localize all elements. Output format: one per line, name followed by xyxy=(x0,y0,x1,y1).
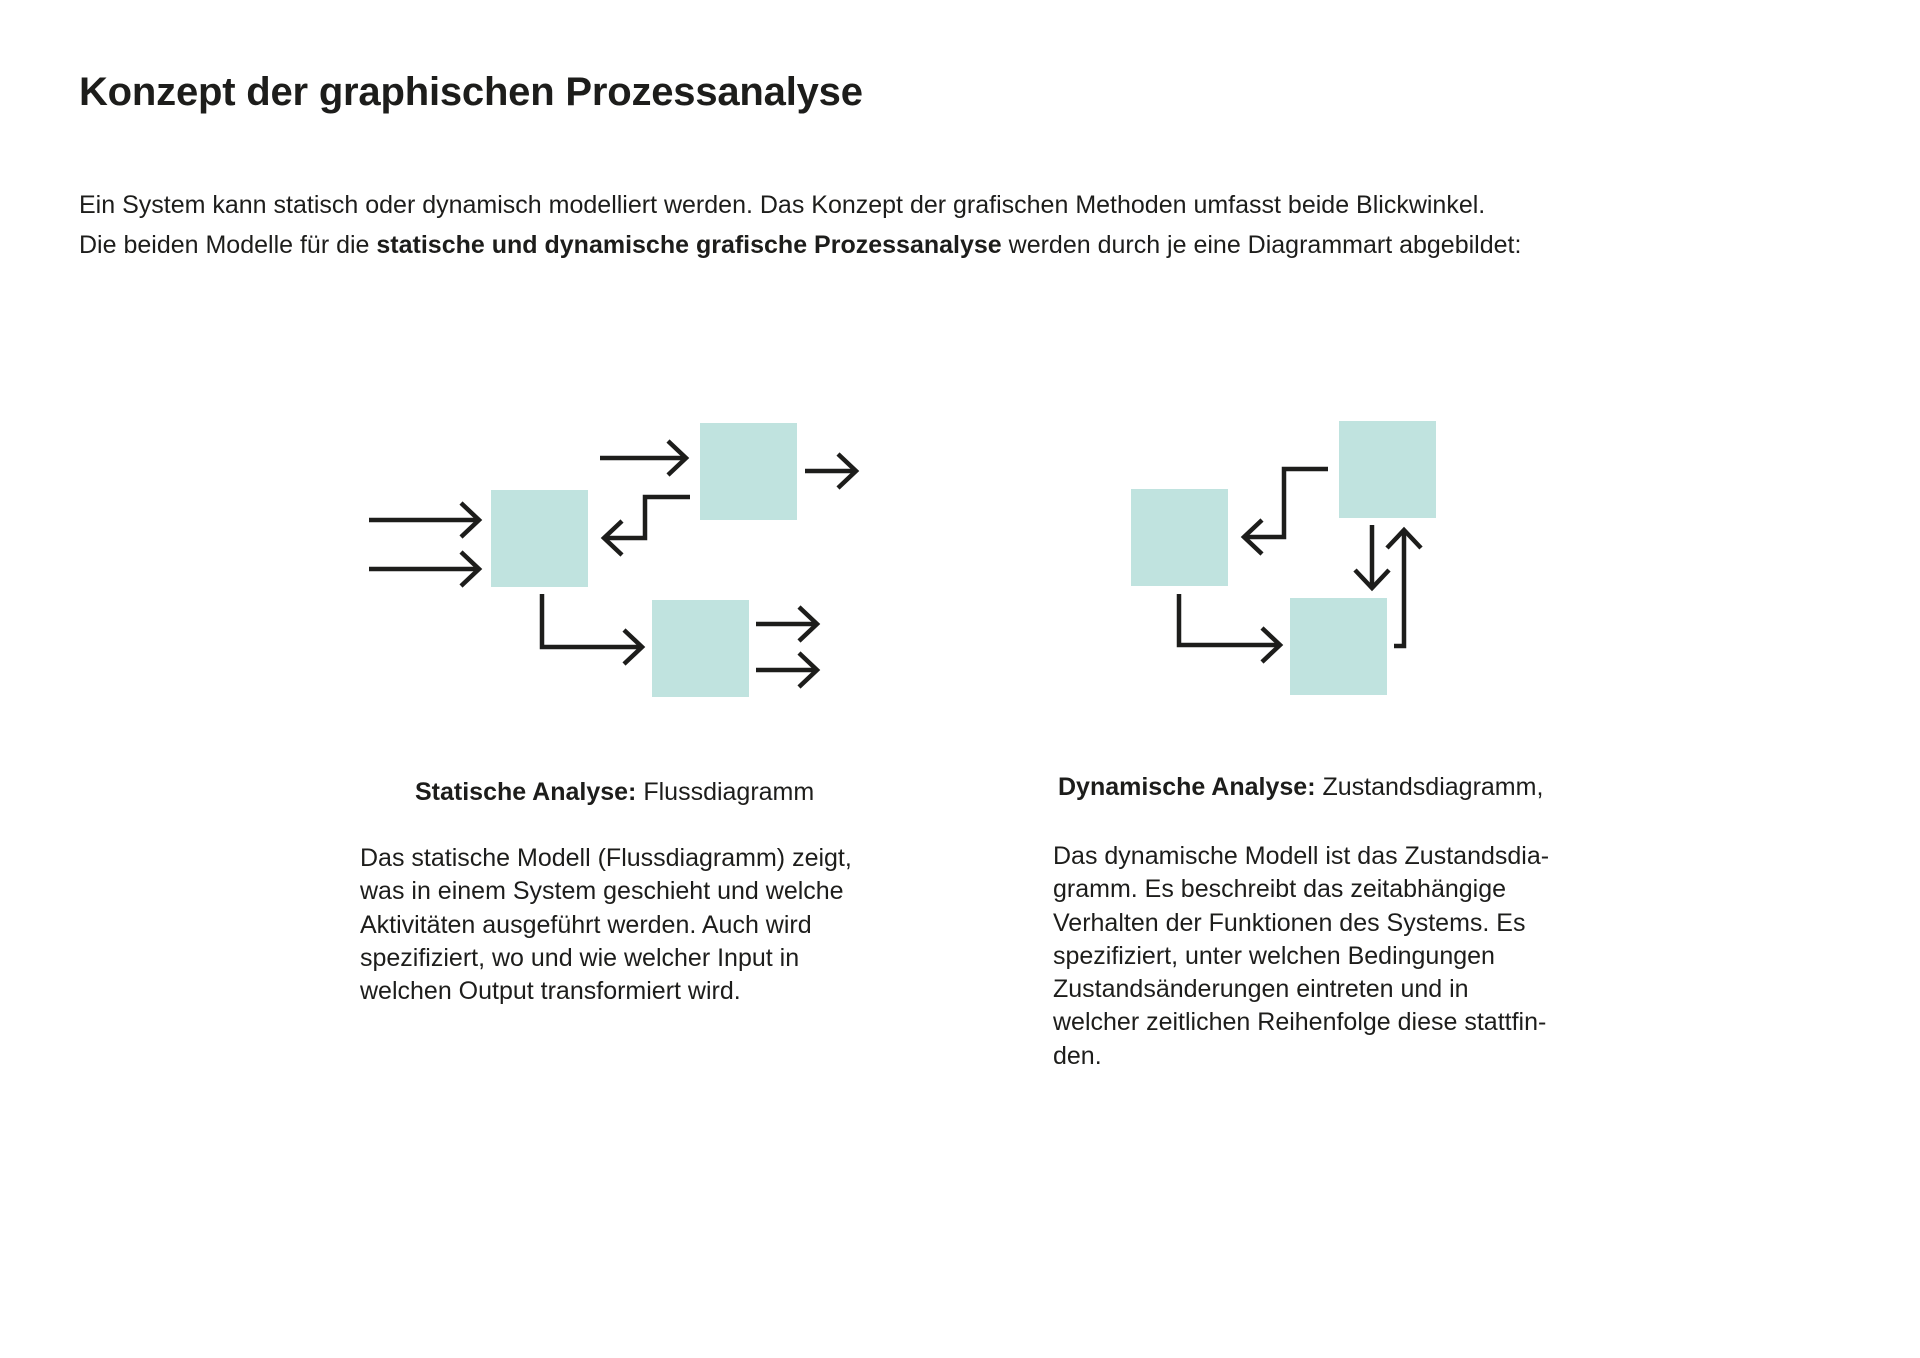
state-transition-top-to-bottom xyxy=(1355,525,1389,588)
state-transition-left-to-bottom xyxy=(1179,594,1280,662)
flow-arrow-to-bottom-box xyxy=(542,594,642,664)
dynamic-description-line: Das dynamische Modell ist das Zustandsdia- xyxy=(1053,842,1550,870)
flow-arrow-to-top-box xyxy=(600,441,686,475)
state-box-left xyxy=(1131,489,1228,586)
flow-box-left xyxy=(491,490,588,587)
flow-output-arrow-2 xyxy=(756,653,817,687)
flow-input-arrow-2 xyxy=(369,552,479,586)
static-description-line: welchen Output transformiert wird. xyxy=(360,977,741,1006)
state-transition-top-to-left xyxy=(1244,469,1328,554)
state-transition-bottom-to-top xyxy=(1387,530,1421,646)
flow-output-arrow-1 xyxy=(756,607,817,641)
dynamic-description-line: Verhalten der Funktionen des Systems. Es xyxy=(1053,908,1526,937)
dynamic-description-line: Zustandsänderungen eintreten und in xyxy=(1053,975,1469,1004)
static-analysis-description xyxy=(360,842,852,1008)
state-diagram xyxy=(1131,421,1436,695)
static-analysis-caption-rest: Flussdiagramm xyxy=(636,778,815,806)
flow-diagram xyxy=(369,423,856,697)
intro-line-2-bold: statische und dynamische grafische Prozessanalyse xyxy=(376,231,1002,259)
static-description-line: Das statische Modell (Flussdiagramm) zeigt, xyxy=(360,844,852,872)
dynamic-description-line: welcher zeitlichen Reihenfolge diese stattfin- xyxy=(1053,1008,1547,1037)
static-analysis-caption xyxy=(415,778,814,807)
dynamic-analysis-description xyxy=(1053,840,1549,1073)
flow-box-bottom xyxy=(652,600,749,697)
static-description-line: spezifiziert, wo und wie welcher Input in xyxy=(360,943,800,972)
flow-feedback-arrow xyxy=(604,497,690,555)
dynamic-description-line: den. xyxy=(1053,1041,1102,1070)
dynamic-analysis-caption-rest: Zustandsdiagramm, xyxy=(1315,773,1544,801)
flow-output-arrow-top xyxy=(805,454,856,488)
intro-line-2-suffix: werden durch je eine Diagrammart abgebildet: xyxy=(1001,231,1522,259)
dynamic-analysis-caption xyxy=(1058,773,1543,802)
dynamic-analysis-caption-bold: Dynamische Analyse: xyxy=(1058,773,1316,801)
dynamic-description-line: gramm. Es beschreibt das zeitabhängige xyxy=(1053,875,1507,904)
static-description-line: Aktivitäten ausgeführt werden. Auch wird xyxy=(360,910,812,939)
intro-line-1: Ein System kann statisch oder dynamisch modelliert werden. Das Konzept der grafischen Methoden umfasst beide Blickwinkel. xyxy=(79,191,1486,219)
static-description-line: was in einem System geschieht und welche xyxy=(360,877,844,906)
state-box-bottom xyxy=(1290,598,1387,695)
dynamic-description-line: spezifiziert, unter welchen Bedingungen xyxy=(1053,941,1495,970)
flow-box-top xyxy=(700,423,797,520)
intro-line-2-prefix: Die beiden Modelle für die xyxy=(79,231,377,259)
static-analysis-caption-bold: Statische Analyse: xyxy=(415,778,637,806)
page-title: Konzept der graphischen Prozessanalyse xyxy=(79,70,863,114)
state-box-top xyxy=(1339,421,1436,518)
flow-input-arrow-1 xyxy=(369,503,479,537)
